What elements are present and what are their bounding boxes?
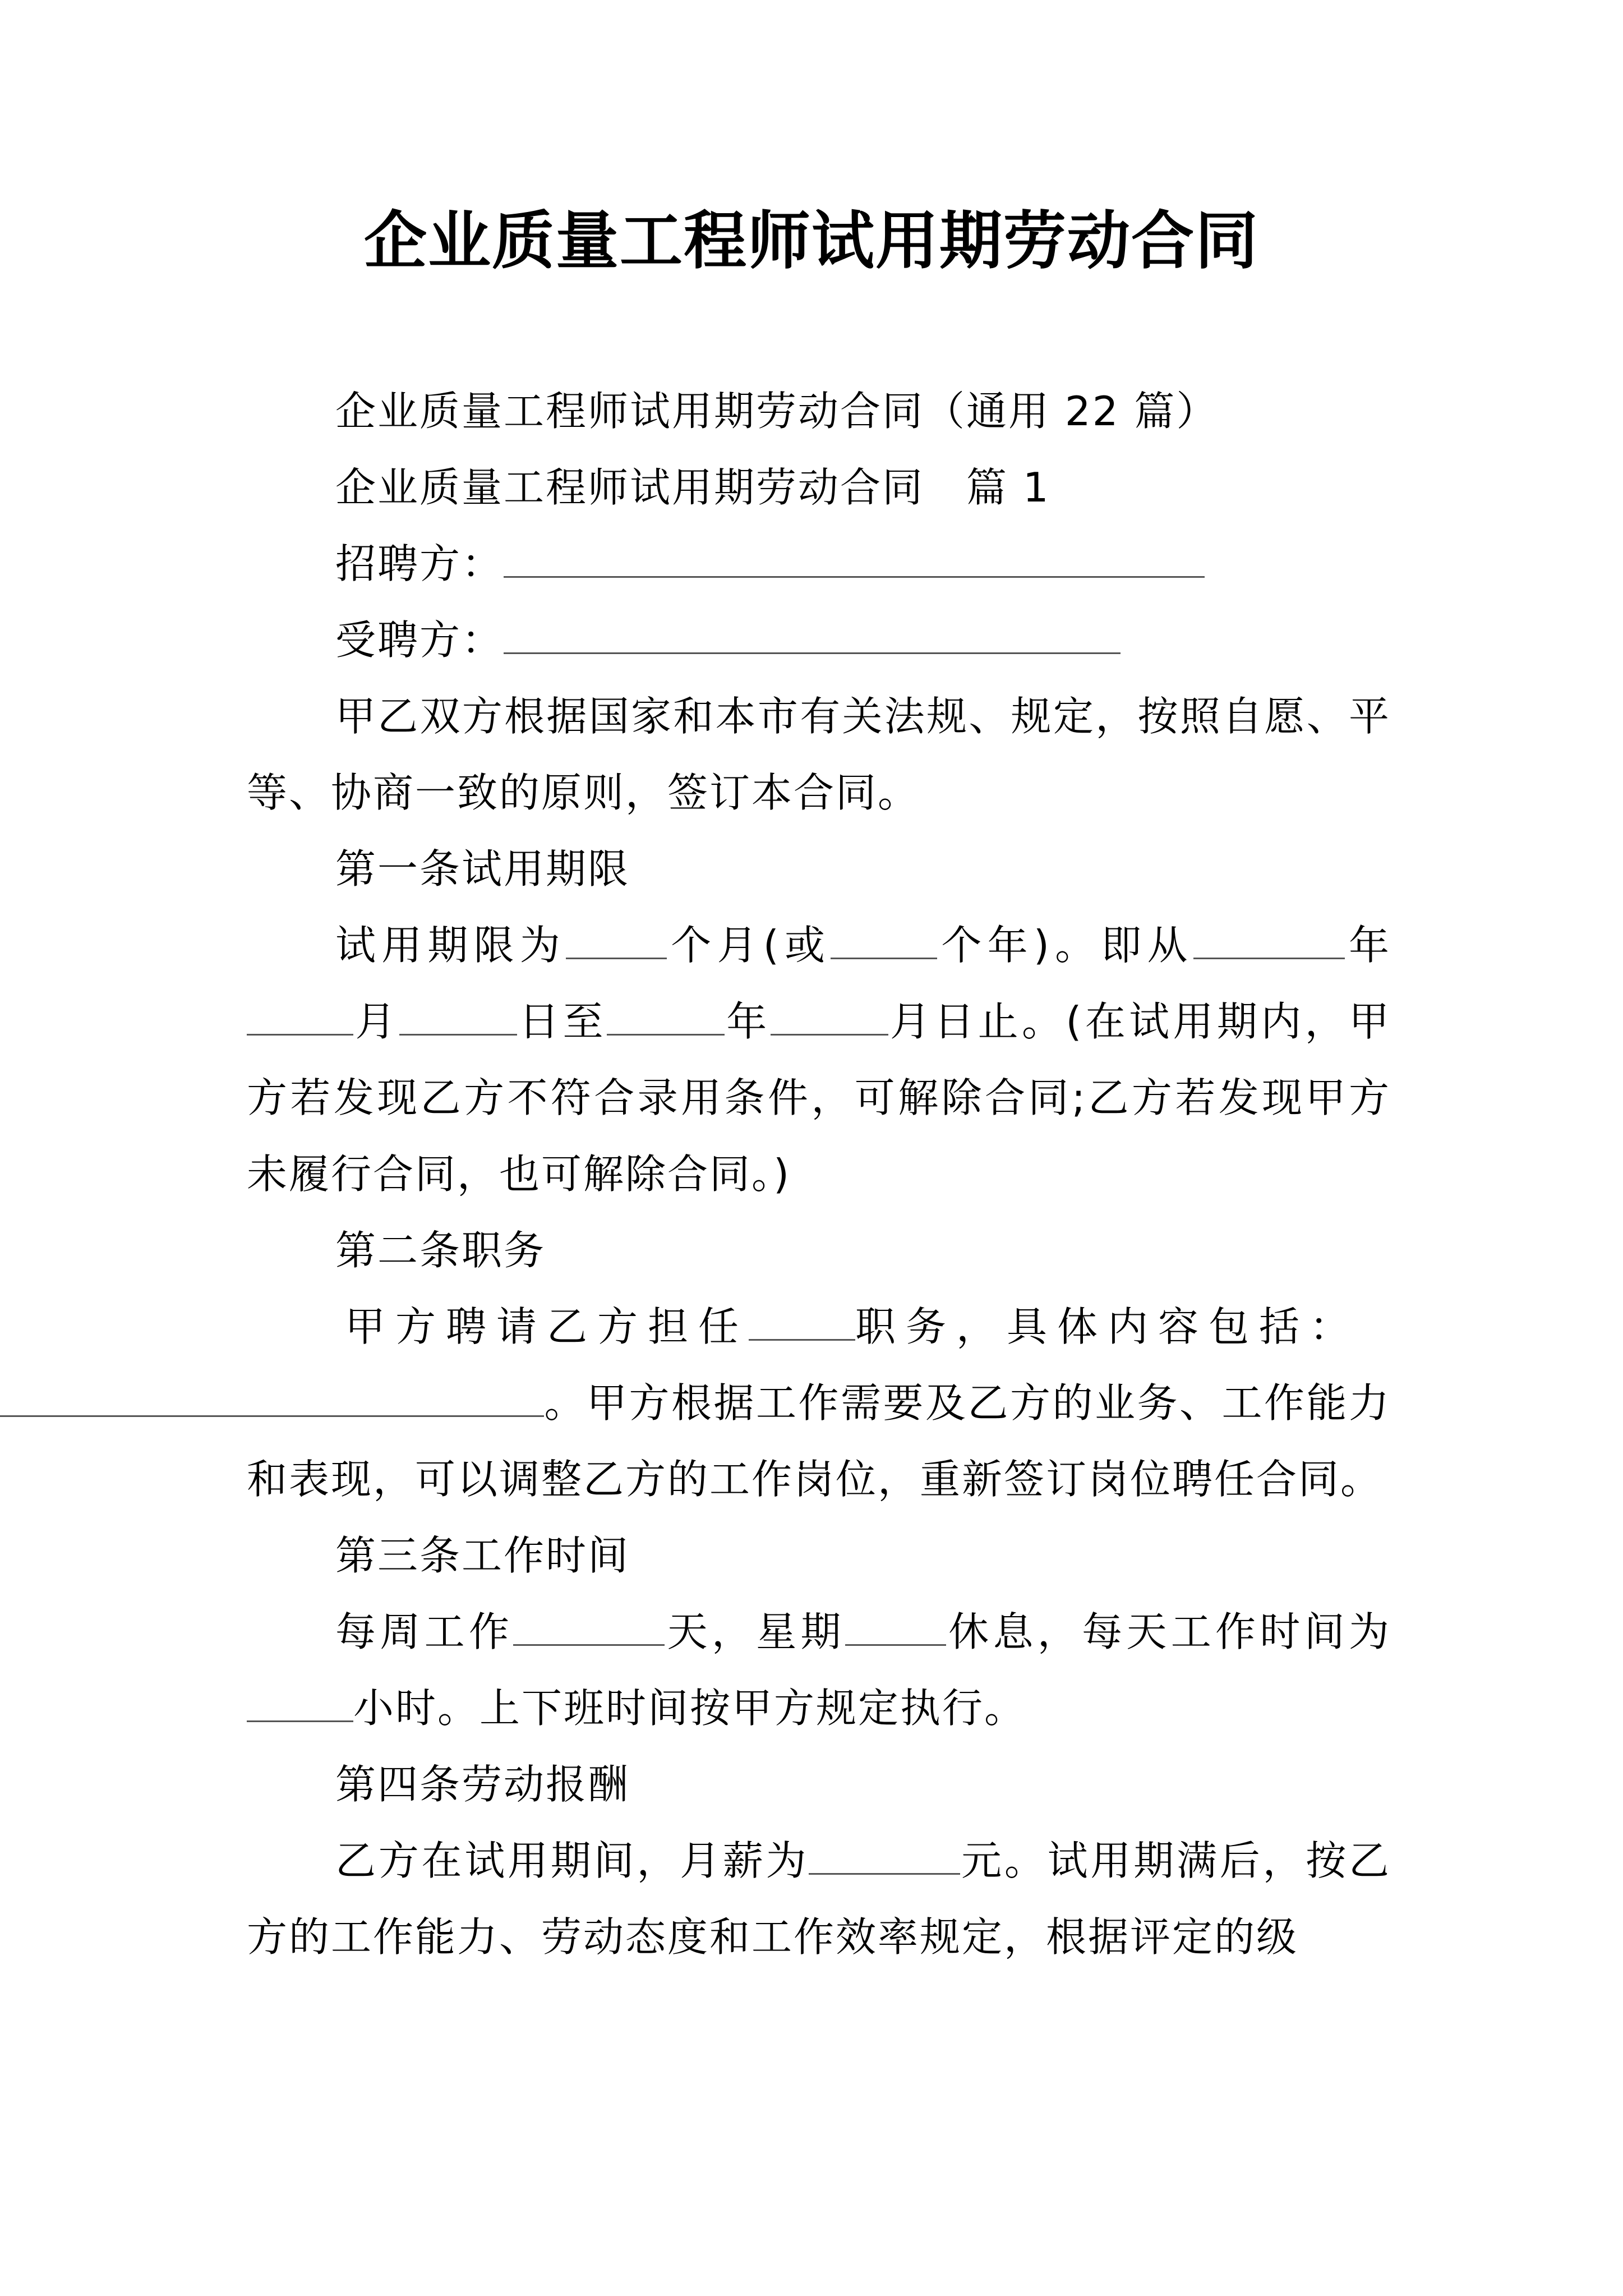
article1-text-3: 个年)。即从 — [937, 922, 1193, 969]
article4-heading: 第四条劳动报酬 — [335, 1761, 630, 1808]
article3-blank-hours — [247, 1687, 353, 1722]
article2-text-1: 甲方聘请乙方担任 — [345, 1303, 749, 1350]
article3-paragraph — [247, 1594, 1391, 1746]
article1-text-1: 试用期限为 — [335, 922, 566, 969]
article1-blank-start-day — [399, 1001, 517, 1036]
employee-blank — [504, 619, 1121, 654]
recruiter-blank — [504, 543, 1205, 578]
article2-blank-position — [749, 1306, 855, 1341]
article1-text-6: 日至 — [517, 998, 607, 1045]
article1-text-7: 年 — [724, 998, 771, 1045]
article3-text-2: 天，星期 — [665, 1608, 845, 1655]
article3-blank-days — [513, 1611, 665, 1646]
employee-label: 受聘方： — [335, 616, 504, 664]
article4-paragraph — [247, 1823, 1391, 1975]
article1-text-2: 个月(或 — [667, 922, 831, 969]
article3-text-3: 休息，每天工作时间为 — [946, 1608, 1391, 1655]
section-heading: 企业质量工程师试用期劳动合同 篇 1 — [335, 464, 1050, 511]
article1-text-8: 月日止。(在试用期内，甲方若发现乙方不符合录用条件，可解除合同;乙方若发现甲方未履行合同，也可解除合同。) — [247, 998, 1391, 1198]
article1-blank-end-year — [607, 1001, 725, 1036]
article1-text-4: 年 — [1344, 922, 1391, 969]
article1-blank-start-month — [247, 1001, 353, 1036]
article4-text-1: 乙方在试用期间，月薪为 — [335, 1837, 809, 1884]
article2-text-3: 。甲方根据工作需要及乙方的业务、工作能力和表现，可以调整乙方的工作岗位，重新签订岗位聘任合同。 — [247, 1379, 1391, 1503]
article2-paragraph — [247, 1365, 1391, 1517]
article1-heading: 第一条试用期限 — [335, 845, 630, 892]
article1-text-5: 月 — [353, 998, 399, 1045]
article3-text-4: 小时。上下班时间按甲方规定执行。 — [353, 1685, 1027, 1732]
article1-blank-start-year — [1193, 924, 1345, 959]
article4-blank-salary — [809, 1840, 960, 1875]
article3-heading: 第三条工作时间 — [335, 1532, 630, 1579]
document-subtitle: 企业质量工程师试用期劳动合同（通用 22 篇） — [335, 388, 1219, 435]
employee-line — [247, 602, 1391, 678]
document-body — [247, 373, 1391, 1975]
article3-text-1: 每周工作 — [335, 1608, 514, 1655]
article1-blank-years — [831, 924, 937, 959]
intro-paragraph: 甲乙双方根据国家和本市有关法规、规定，按照自愿、平等、协商一致的原则，签订本合同。 — [247, 693, 1391, 816]
recruiter-line — [247, 526, 1391, 602]
article3-blank-weekday — [845, 1611, 946, 1646]
article2-line-1 — [247, 1289, 1391, 1365]
article2-blank-content — [0, 1382, 544, 1417]
article1-blank-months — [566, 924, 667, 959]
document-title: 企业质量工程师试用期劳动合同 — [364, 204, 1259, 278]
article1-paragraph — [247, 907, 1391, 1212]
article4-text-2: 元。试用期满后，按乙方的工作能力、劳动态度和工作效率规定，根据评定的级 — [247, 1837, 1391, 1961]
recruiter-label: 招聘方： — [335, 540, 504, 587]
article2-text-2: 职务，具体内容包括： — [855, 1303, 1361, 1350]
article2-heading: 第二条职务 — [335, 1227, 546, 1274]
article1-blank-end-month — [771, 1001, 888, 1036]
